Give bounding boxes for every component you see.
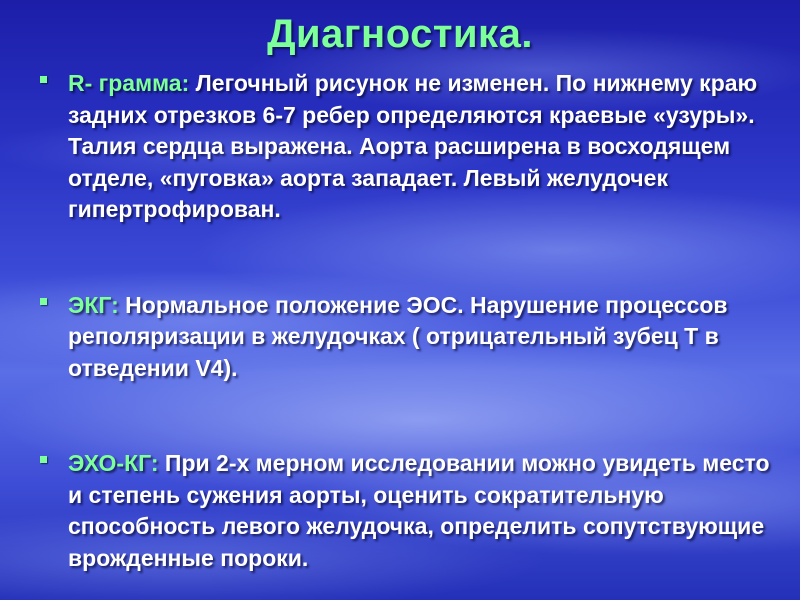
slide-title: Диагностика. [267, 12, 533, 56]
item-label: ЭКГ: [68, 291, 119, 318]
item-body: Легочный рисунок не изменен. По нижнему краю задних отрезков 6-7 ребер определяются краевые «узуры». Талия сердца выражена. Аорта расширена в восходящем отделе, «пуговка» аорта западает. Левый желудочек гипертрофирован. [68, 70, 758, 222]
bullet-square-icon [40, 76, 47, 83]
bullet-square-icon [40, 298, 47, 305]
bullet-square-icon [40, 456, 47, 463]
item-text [68, 290, 776, 385]
list-item-xray [36, 68, 776, 226]
list-item-ecg [36, 290, 776, 385]
item-body: При 2-х мерном исследовании можно увидеть место и степень сужения аорты, оценить сократительную способность левого желудочка, определить сопутствующие врожденные пороки. [68, 450, 770, 571]
item-label: ЭХО-КГ: [68, 450, 159, 476]
item-body: Нормальное положение ЭОС. Нарушение процессов реполяризации в желудочках ( отрицательный зубец Т в отведении V4). [68, 291, 728, 381]
item-label: R- грамма: [68, 70, 190, 96]
item-text [68, 68, 776, 226]
list-item-echo [36, 448, 776, 574]
item-text [68, 448, 776, 574]
bullet-list [36, 68, 776, 574]
